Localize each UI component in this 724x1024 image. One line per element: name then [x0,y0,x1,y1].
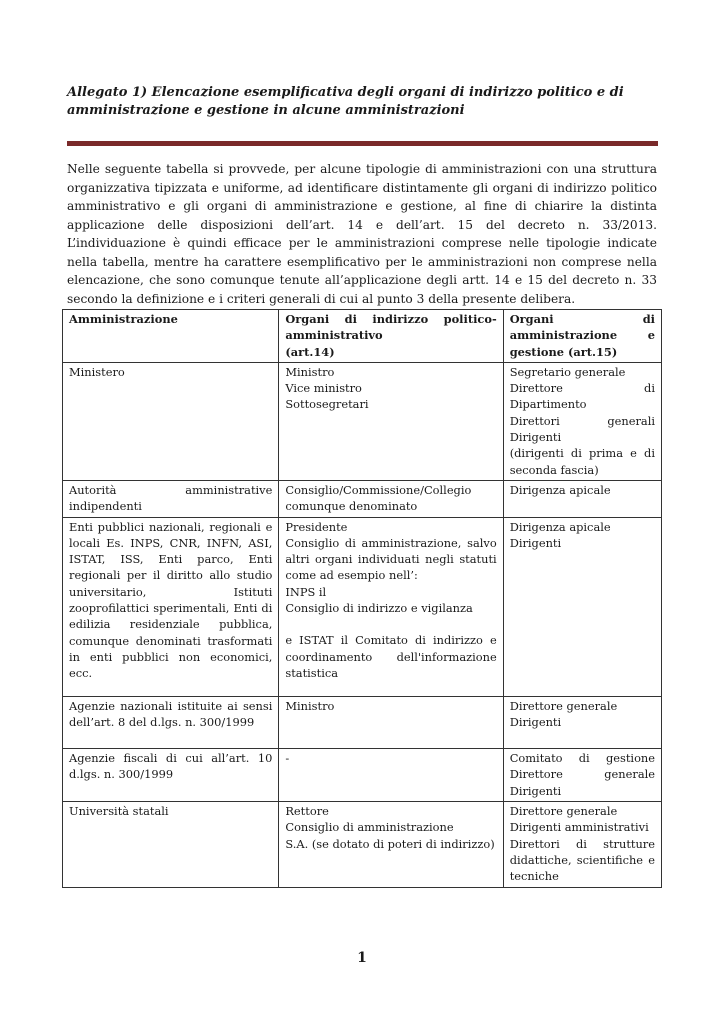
cell-organi-indirizzo [279,362,503,480]
header-organi-indirizzo-line: amministrativo [285,328,383,343]
cell-line: Segretario generale [509,364,626,379]
cell-amministrazione: Enti pubblici nazionali, regionali e locali Es. INPS, CNR, INFN, ASI, ISTAT, ISS, Enti parco, Enti regionali per il diritto allo studio universitario, Istituti zooprofilattici sperimentali, Enti di edilizia residenziale pubblica, comunque denominati trasformati in enti pubblici non economici, ecc. [63,517,279,696]
cell-line: Dirigenti [509,430,562,445]
table-row [63,480,662,517]
header-organi-gestione [503,310,661,363]
cell-line: Presidente [285,519,348,534]
cell-line: Comitato di gestione [509,751,655,766]
cell-line: Dirigenza apicale [509,519,611,534]
cell-organi-gestione: Dirigenza apicale [503,480,661,517]
header-organi-gestione-line: gestione (art.15) [509,344,618,359]
cell-line: INPS il [285,584,327,599]
header-organi-indirizzo [279,310,503,363]
cell-line: Direttore generale [509,698,618,713]
cell-line: (dirigenti di prima e di seconda fascia) [509,446,655,477]
cell-organi-indirizzo [279,480,503,517]
table-row [63,802,662,887]
cell-organi-indirizzo: - [279,749,503,802]
table-row [63,362,662,480]
cell-line: Consiglio di indirizzo e vigilanza [285,601,473,616]
cell-organi-gestione [503,749,661,802]
cell-organi-gestione [503,517,661,696]
cell-line: Dirigenti amministrativi [509,820,649,835]
cell-organi-gestione [503,362,661,480]
header-organi-indirizzo-line: Organi di indirizzo politico- [285,312,497,326]
cell-line: Vice ministro [285,381,362,396]
heading-divider [67,141,658,146]
cell-line: Dirigenti [509,535,562,550]
cell-line: Autorità amministrative [69,482,273,497]
header-amministrazione: Amministrazione [63,310,279,363]
cell-amministrazione: Agenzie fiscali di cui all’art. 10 d.lgs. n. 300/1999 [63,749,279,802]
cell-line: Ministro [285,364,335,379]
cell-line: Dipartimento [509,397,587,412]
cell-organi-gestione [503,696,661,749]
cell-amministrazione: Agenzie nazionali istituite ai sensi dell’art. 8 del d.lgs. n. 300/1999 [63,696,279,749]
cell-line: e ISTAT il Comitato di indirizzo e coordinamento dell'informazione statistica [285,633,497,680]
table-row [63,749,662,802]
cell-organi-indirizzo: Ministro [279,696,503,749]
cell-line: Consiglio/Commissione/Collegio [285,482,472,497]
cell-line: Rettore [285,804,329,819]
table-row [63,517,662,696]
intro-paragraph: Nelle seguente tabella si provvede, per alcune tipologie di amministrazioni con una struttura organizzativa tipizzata e uniforme, ad identificare distintamente gli organi di indirizzo politico amministrativo e gli organi di amministrazione e gestione, al fine di chiarire la distinta applicazione delle disposizioni dell’art. 14 e dell’art. 15 del decreto n. 33/2013. L’individuazione è quindi efficace per le amministrazioni comprese nelle tipologie indicate nella tabella, mentre ha carattere esemplificativo per le amministrazioni non comprese nella elencazione, che sono comunque tenute all’applicazione degli artt. 14 e 15 del decreto n. 33 secondo la definizione e i criteri generali di cui al punto 3 della presente delibera. [67,162,657,306]
cell-line: Sottosegretari [285,397,369,412]
document-heading: Allegato 1) Elencazione esemplificativa degli organi di indirizzo politico e di amministrazione e gestione in alcune amministrazioni [67,85,624,118]
cell-organi-gestione [503,802,661,887]
cell-line: Direttori di strutture didattiche, scientifiche e tecniche [509,836,655,884]
cell-line: Consiglio di amministrazione, salvo altri organi individuati negli statuti come ad esempio nell’: [285,535,497,583]
cell-organi-indirizzo [279,802,503,887]
table-header-row [63,310,662,363]
cell-line: Direttore generale [509,767,655,782]
cell-line: Dirigenti [509,783,562,798]
page-number: 1 [357,950,367,966]
header-organi-gestione-line: amministrazione e [509,328,655,343]
header-organi-indirizzo-line: (art.14) [285,344,335,359]
cell-amministrazione: Ministero [63,362,279,480]
table-row [63,696,662,749]
cell-line: Direttori generali [509,413,655,428]
cell-spacer [285,616,496,632]
cell-line: indipendenti [69,499,142,514]
cell-line: Direttore di [509,381,655,396]
cell-line: S.A. (se dotato di poteri di indirizzo) [285,836,495,851]
cell-line: Direttore generale [509,804,618,819]
cell-organi-indirizzo [279,517,503,696]
cell-line: Dirigenti [509,714,562,729]
organs-table [62,309,662,888]
cell-line: Consiglio di amministrazione [285,820,454,835]
header-organi-gestione-line: Organi di [509,312,655,326]
cell-amministrazione: Università statali [63,802,279,887]
cell-line: comunque denominato [285,499,418,514]
cell-amministrazione [63,480,279,517]
